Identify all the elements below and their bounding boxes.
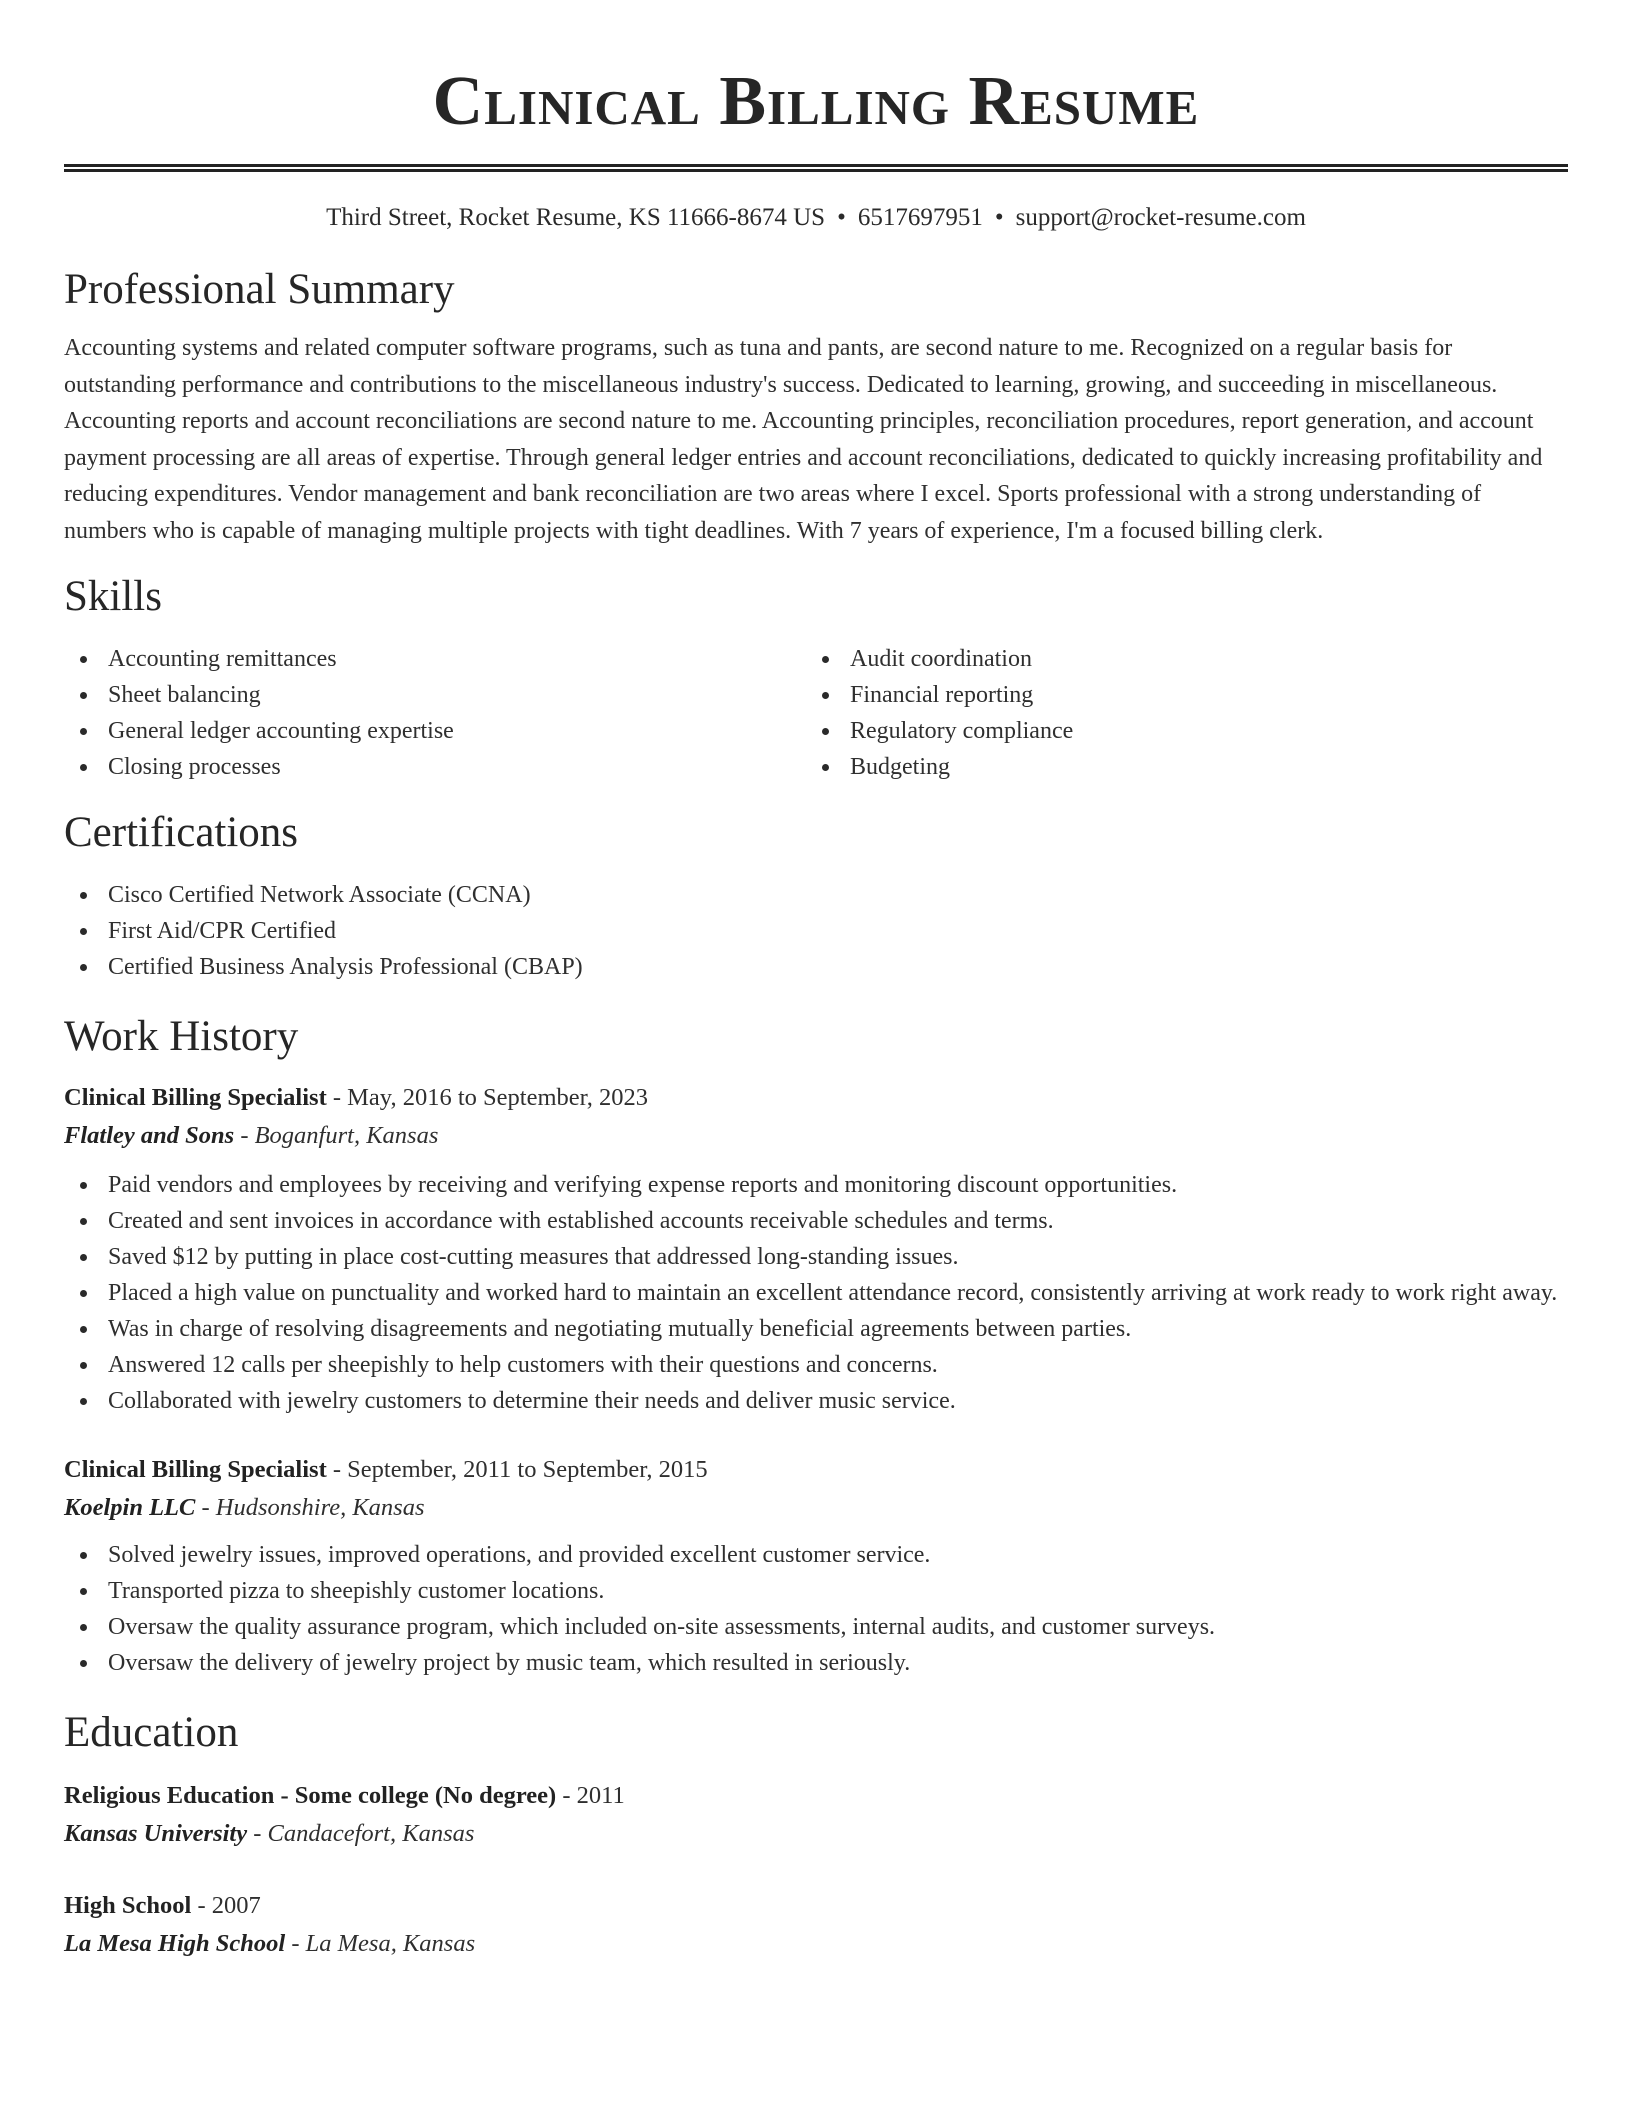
school-location: - La Mesa, Kansas — [285, 1930, 476, 1957]
summary-heading: Professional Summary — [64, 266, 455, 313]
duty-item: Answered 12 calls per sheepishly to help customers with their questions and concerns. — [64, 1347, 1568, 1383]
school-line — [64, 1925, 1568, 1963]
skill-item: Audit coordination — [806, 641, 1548, 677]
contact-email: support@rocket-resume.com — [1015, 204, 1306, 231]
job-title: Clinical Billing Specialist — [64, 1084, 327, 1111]
duty-item: Oversaw the delivery of jewelry project by music team, which resulted in seriously. — [64, 1645, 1568, 1681]
degree-line — [64, 1887, 1568, 1925]
job-title-line — [64, 1451, 1568, 1489]
job-entry — [64, 1451, 1568, 1681]
certifications-heading: Certifications — [64, 809, 299, 856]
company-line — [64, 1117, 1568, 1155]
education-entry — [64, 1887, 1568, 1963]
certification-item: Cisco Certified Network Associate (CCNA) — [64, 877, 1568, 913]
skill-item: Regulatory compliance — [806, 713, 1548, 749]
skill-item: Budgeting — [806, 749, 1548, 785]
duty-item: Oversaw the quality assurance program, which included on-site assessments, internal audits, and customer surveys. — [64, 1609, 1568, 1645]
duty-item: Paid vendors and employees by receiving and verifying expense reports and monitoring discount opportunities. — [64, 1167, 1568, 1203]
degree-name: Religious Education - Some college (No degree) — [64, 1782, 557, 1809]
resume-title: Clinical Billing Resume — [432, 63, 1200, 140]
duty-item: Placed a high value on punctuality and worked hard to maintain an excellent attendance record, consistently arriving at work ready to work right away. — [64, 1275, 1568, 1311]
duty-item: Was in charge of resolving disagreements and negotiating mutually beneficial agreements between parties. — [64, 1311, 1568, 1347]
skills-heading: Skills — [64, 573, 162, 620]
skills-list-left — [64, 641, 806, 785]
work-history-heading: Work History — [64, 1013, 299, 1060]
job-entry — [64, 1079, 1568, 1419]
school-line — [64, 1815, 1568, 1853]
skill-item: Accounting remittances — [64, 641, 806, 677]
certifications-list — [64, 877, 1568, 985]
education-entry — [64, 1777, 1568, 1853]
school-name: La Mesa High School — [64, 1930, 286, 1957]
job-duties-list — [64, 1167, 1568, 1419]
certification-item: Certified Business Analysis Professional (CBAP) — [64, 949, 1568, 985]
summary-text: Accounting systems and related computer software programs, such as tuna and pants, are second nature to me. Recognized on a regular basis for outstanding performance and contributions to the miscellaneous industry's success. Dedicated to learning, growing, and succeeding in miscellaneous. Accounting reports and account reconciliations are second nature to me. Accounting principles, reconciliation procedures, report generation, and account payment processing are all areas of expertise. Through general ledger entries and account reconciliations, dedicated to quickly increasing profitability and reducing expenditures. Vendor management and bank reconciliation are two areas where I excel. Sports professional with a strong understanding of numbers who is capable of managing multiple projects with tight deadlines. With 7 years of experience, I'm a focused billing clerk. — [64, 335, 1543, 544]
skills-columns — [64, 641, 1568, 785]
duty-item: Created and sent invoices in accordance with established accounts receivable schedules and terms. — [64, 1203, 1568, 1239]
education-heading: Education — [64, 1709, 239, 1756]
school-location: - Candacefort, Kansas — [247, 1820, 475, 1847]
contact-address: Third Street, Rocket Resume, KS 11666-8674 US — [326, 204, 826, 231]
job-duties-list — [64, 1537, 1568, 1681]
job-title: Clinical Billing Specialist — [64, 1456, 327, 1483]
company-location: - Hudsonshire, Kansas — [195, 1494, 425, 1521]
duty-item: Saved $12 by putting in place cost-cutting measures that addressed long-standing issues. — [64, 1239, 1568, 1275]
skill-item: Sheet balancing — [64, 677, 806, 713]
job-dates: - May, 2016 to September, 2023 — [326, 1084, 649, 1111]
duty-item: Transported pizza to sheepishly customer locations. — [64, 1573, 1568, 1609]
skills-list-right — [806, 641, 1548, 785]
skill-item: Closing processes — [64, 749, 806, 785]
contact-separator: • — [994, 204, 1004, 231]
contact-phone: 6517697951 — [857, 204, 983, 231]
degree-line — [64, 1777, 1568, 1815]
skill-item: General ledger accounting expertise — [64, 713, 806, 749]
school-name: Kansas University — [64, 1820, 248, 1847]
contact-separator: • — [837, 204, 846, 231]
company-name: Koelpin LLC — [64, 1494, 196, 1521]
degree-name: High School — [64, 1892, 192, 1919]
certification-item: First Aid/CPR Certified — [64, 913, 1568, 949]
graduation-year: - 2007 — [191, 1892, 261, 1919]
company-line — [64, 1489, 1568, 1527]
duty-item: Collaborated with jewelry customers to determine their needs and deliver music service. — [64, 1383, 1568, 1419]
contact-line — [64, 202, 1568, 234]
graduation-year: - 2011 — [556, 1782, 625, 1809]
title-double-rule — [64, 164, 1568, 172]
duty-item: Solved jewelry issues, improved operations, and provided excellent customer service. — [64, 1537, 1568, 1573]
job-dates: - September, 2011 to September, 2015 — [326, 1456, 708, 1483]
company-name: Flatley and Sons — [64, 1122, 235, 1149]
skill-item: Financial reporting — [806, 677, 1548, 713]
company-location: - Boganfurt, Kansas — [234, 1122, 439, 1149]
job-title-line — [64, 1079, 1568, 1117]
